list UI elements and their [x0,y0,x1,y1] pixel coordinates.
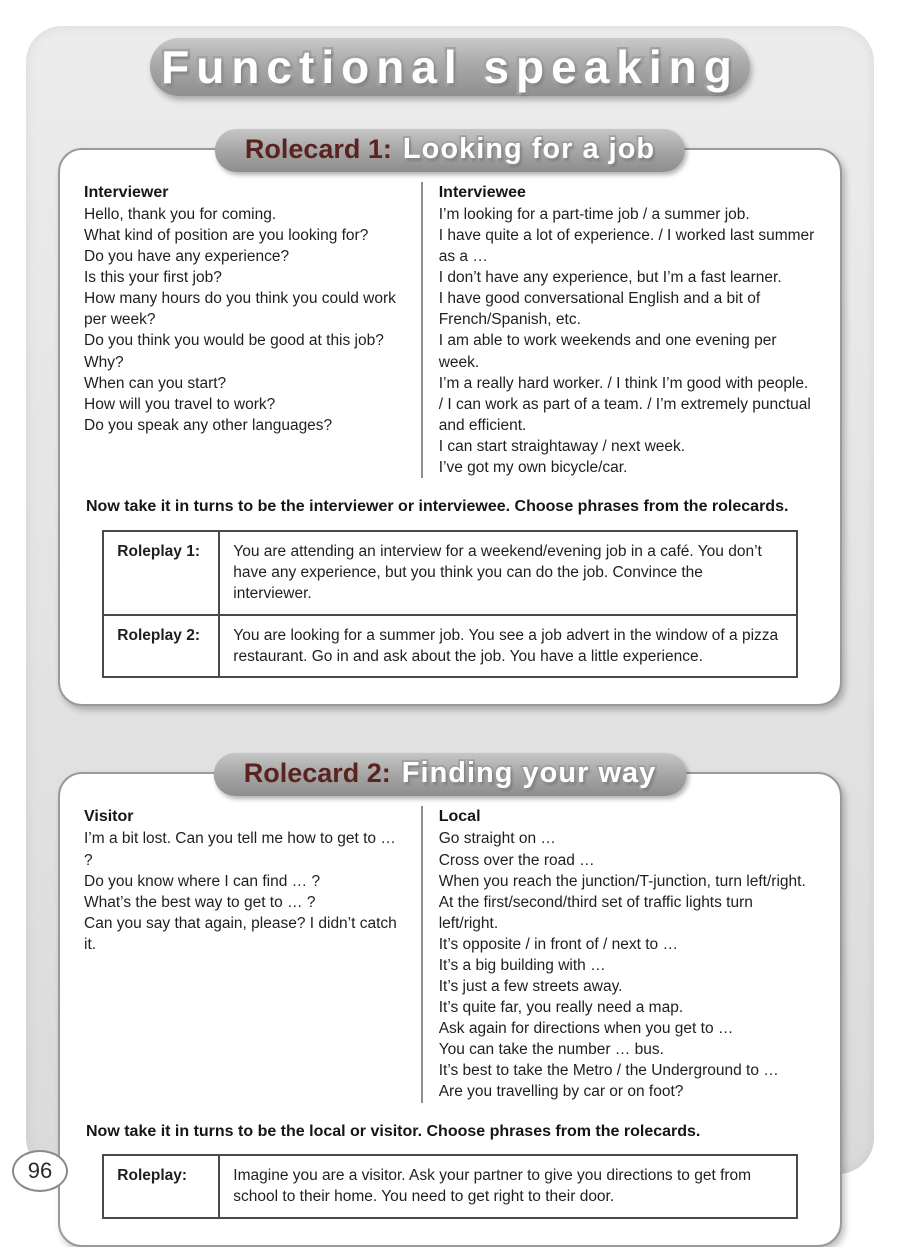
phrase-line: Do you know where I can find … ? [84,872,321,890]
interviewee-column [421,182,816,478]
phrase-line: Cross over the road … [438,851,595,869]
phrase-line: What kind of position are you looking for? [84,227,369,245]
rolecard-1-instruction: Now take it in turns to be the interviewer or interviewee. Choose phrases from the rolecards. [86,498,789,516]
rolecard-1-columns [84,182,816,478]
phrase-line: It’s just a few streets away. [438,978,623,996]
rolecard-2-title: Finding your way [401,757,657,790]
roleplay-1-label: Roleplay 1: [103,531,219,615]
phrase-line: I can start straightaway / next week. [438,437,686,455]
page-number: 96 [27,1158,53,1183]
roleplay-label: Roleplay: [103,1155,219,1218]
local-phrases [439,828,816,1102]
phrase-line: It’s a big building with … [438,956,606,974]
phrase-line: When you reach the junction/T-junction, turn left/right. [438,872,806,890]
rolecard-1-label: Rolecard 1: [244,134,392,164]
phrase-line: Ask again for directions when you get to … [438,1020,734,1038]
phrase-line: Hello, thank you for coming. [84,206,277,223]
phrase-line: I am able to work weekends and one evening per week. [438,332,777,371]
phrase-line: How many hours do you think you could work per week? [84,290,396,329]
roleplay-row [103,1155,796,1218]
phrase-line: Do you speak any other languages? [84,416,333,434]
phrase-line: It’s quite far, you really need a map. [438,999,684,1017]
phrase-line: How will you travel to work? [84,395,276,413]
phrase-line: I’m a bit lost. Can you tell me how to get to … ? [84,830,396,869]
rolecard-1-header [215,129,685,172]
interviewee-heading: Interviewee [438,184,526,201]
rolecard-2-instruction: Now take it in turns to be the local or visitor. Choose phrases from the rolecards. [86,1122,701,1140]
phrase-line: I don’t have any experience, but I’m a fast learner. [438,269,782,287]
phrase-line: When can you start? [84,374,227,392]
phrase-line: At the first/second/third set of traffic lights turn left/right. [438,893,753,932]
roleplay-1-text: You are attending an interview for a weekend/evening job in a café. You don’t have any experience, but you think you can do the job. Convince the interviewer. [219,531,796,615]
page-title: Functional speaking [161,41,739,93]
worksheet-background [26,26,874,1206]
phrase-line: Are you travelling by car or on foot? [438,1083,684,1101]
interviewer-heading: Interviewer [84,184,169,201]
rolecard-2-roleplay-table [102,1154,797,1219]
phrase-line: Is this your first job? [84,269,222,287]
rolecard-2 [58,757,842,1246]
phrase-line: It’s opposite / in front of / next to … [438,935,678,953]
interviewee-phrases [439,204,816,478]
roleplay-2-label: Roleplay 2: [103,615,219,678]
visitor-column [84,806,421,1102]
page-title-banner [150,38,750,96]
phrase-line: You can take the number … bus. [438,1041,664,1059]
visitor-phrases [84,828,405,954]
rolecard-2-header [214,753,687,796]
phrase-line: I have good conversational English and a bit of French/Spanish, etc. [438,290,761,329]
phrase-line: Go straight on … [438,830,556,848]
phrase-line: I’m looking for a part-time job / a summer job. [438,206,750,223]
rolecard-1-title: Looking for a job [402,133,656,165]
roleplay-text: Imagine you are a visitor. Ask your partner to give you directions to get from school to their home. You need to get right to their door. [219,1155,796,1218]
phrase-line: It’s best to take the Metro / the Underground to … [438,1062,779,1080]
phrase-line: I’ve got my own bicycle/car. [438,458,628,476]
phrase-line: Do you have any experience? [84,248,290,266]
interviewer-phrases [84,204,405,436]
local-column [421,806,816,1102]
phrase-line: Do you think you would be good at this job? Why? [84,332,384,371]
rolecard-1-roleplay-table [102,530,797,679]
roleplay-row [103,615,796,678]
phrase-line: I’m a really hard worker. / I think I’m good with people. / I can work as part of a team. / I’m extremely punctual and efficient. [438,374,811,434]
interviewer-column [84,182,421,478]
visitor-heading: Visitor [84,808,134,826]
roleplay-row [103,531,796,615]
phrase-line: I have quite a lot of experience. / I worked last summer as a … [438,227,815,266]
page-number-badge [12,1150,68,1192]
phrase-line: What’s the best way to get to … ? [84,893,316,911]
rolecard-2-columns [84,806,816,1102]
phrase-line: Can you say that again, please? I didn’t catch it. [84,914,397,953]
roleplay-2-text: You are looking for a summer job. You see a job advert in the window of a pizza restaurant. Go in and ask about the job. You have a little experience. [219,615,796,678]
rolecard-2-label: Rolecard 2: [243,758,391,789]
rolecard-2-body [60,774,840,1244]
rolecard-1-body [60,150,840,704]
local-heading: Local [438,808,481,826]
rolecard-1 [58,133,842,706]
